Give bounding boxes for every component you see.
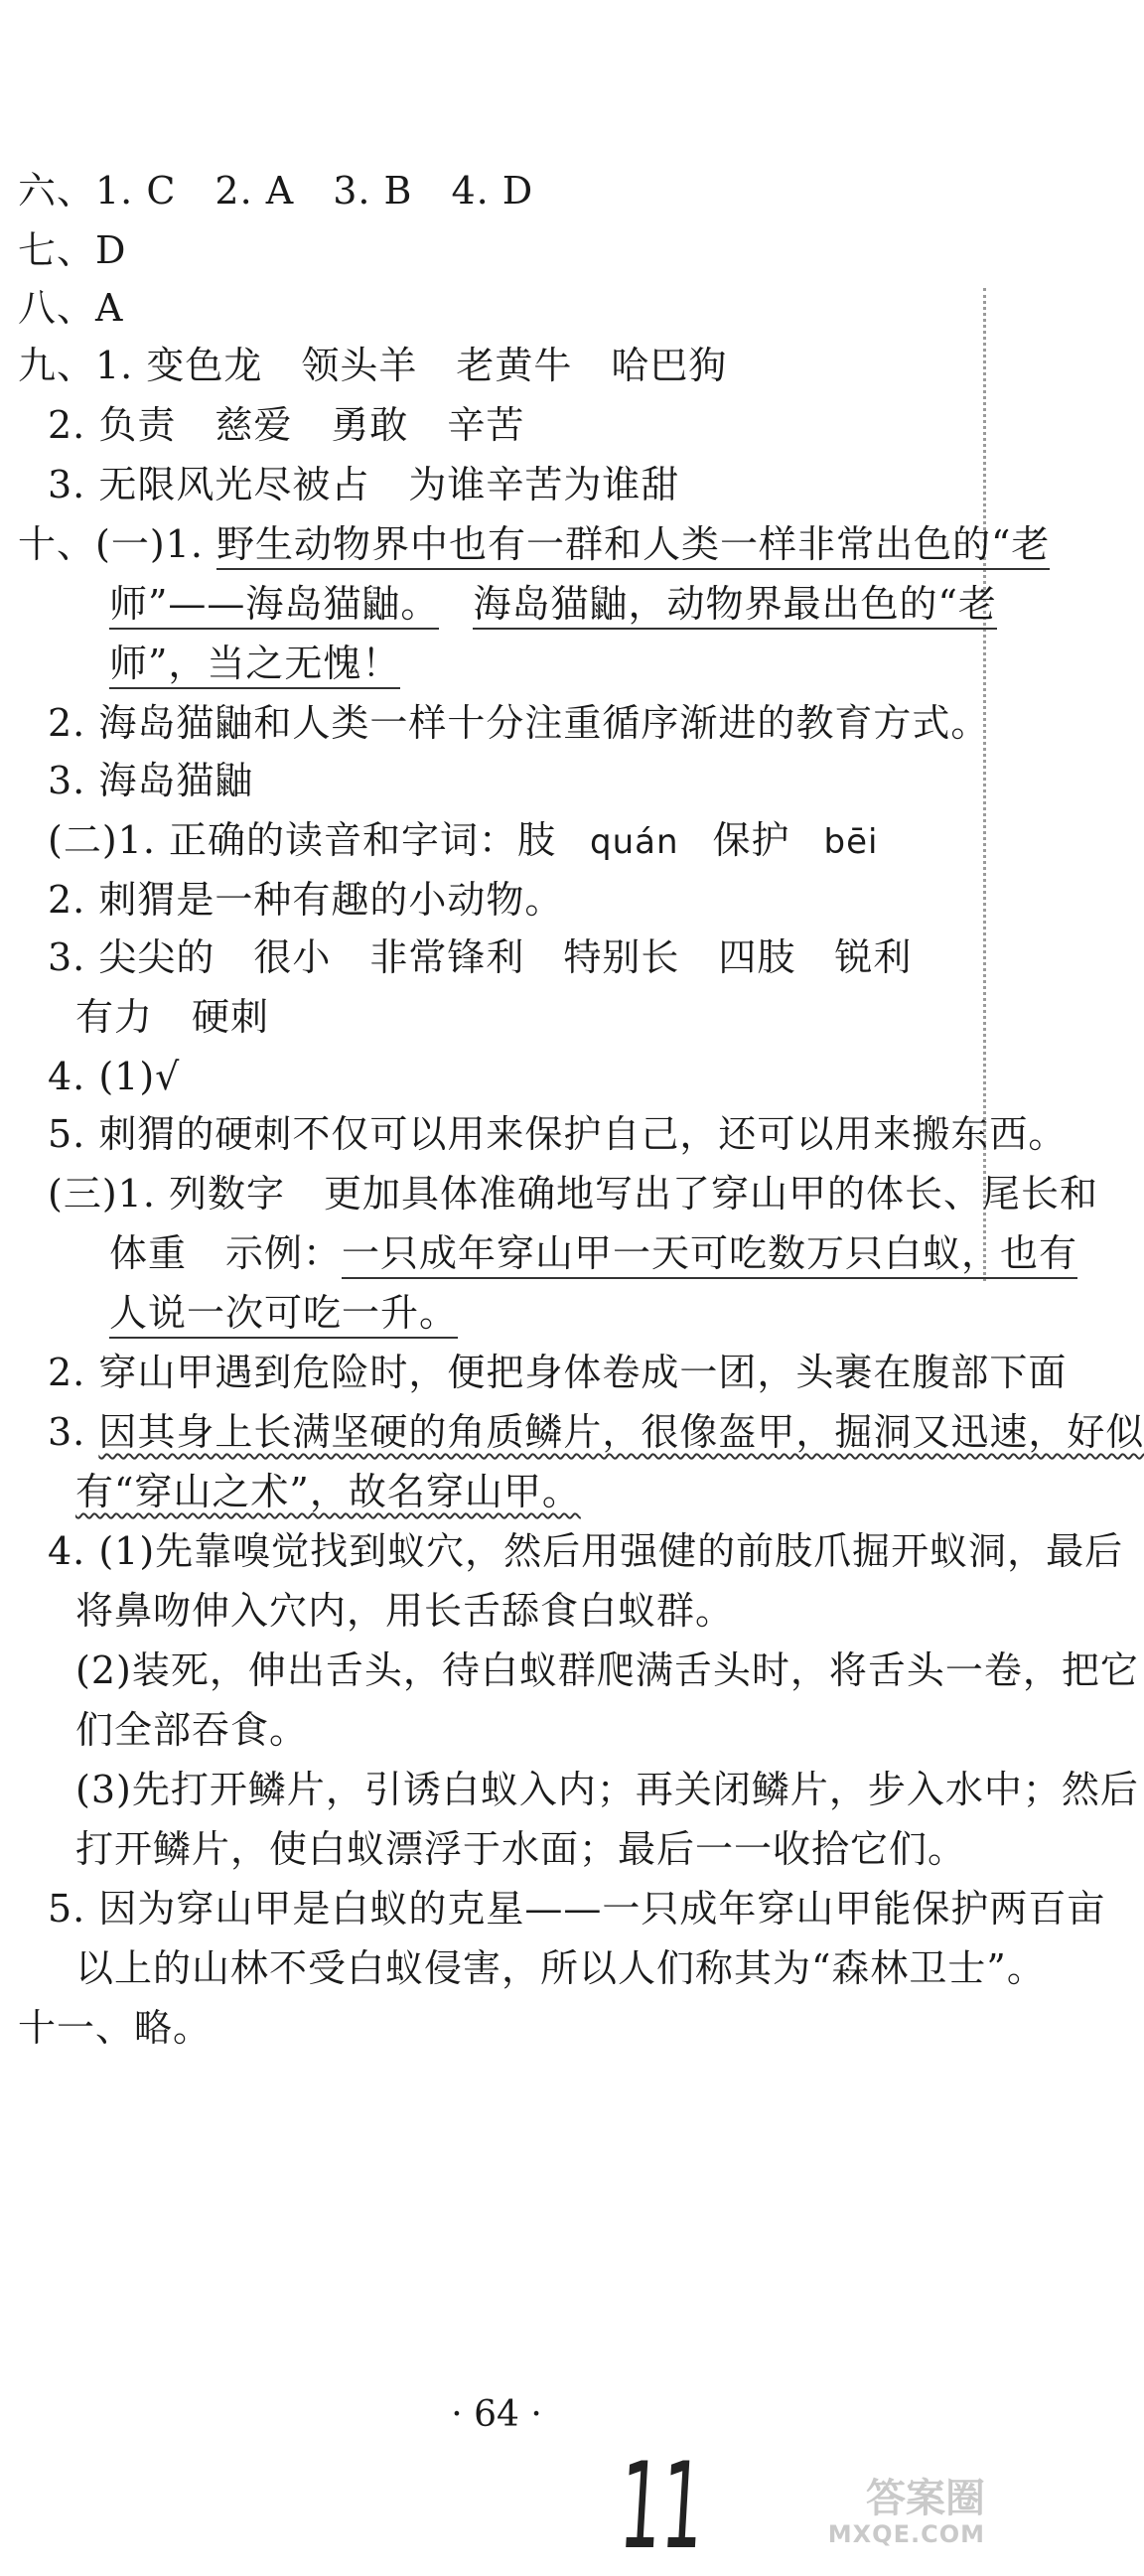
answer-section-10-part3-q1-line2: 体重 示例：一只成年穿山甲一天可吃数万只白蚁，也有 (109, 1229, 1077, 1277)
answer-section-9-q3: 3. 无限风光尽被占 为谁辛苦为谁甜 (48, 463, 680, 506)
answer-section-10-part1-q1-line1 (18, 520, 1050, 568)
underlined-answer: 一只成年穿山甲一天可吃数万只白蚁，也有 (342, 1231, 1077, 1279)
answer-section-10-part2-q1: (二)1. 正确的读音和字词：肢 quán 保护 bēi (48, 818, 879, 862)
answer-section-10-part3-q4-1: 4. (1)先靠嗅觉找到蚁穴，然后用强健的前肢爪掘开蚁洞，最后 (48, 1529, 1124, 1573)
answer-section-10-part3-q4-1-cont: 将鼻吻伸入穴内，用长舌舔食白蚁群。 (75, 1589, 735, 1633)
answer-section-10-part3-q4-3-cont: 打开鳞片，使白蚁漂浮于水面；最后一一收拾它们。 (75, 1827, 967, 1871)
answer-section-9-q2: 2. 负责 慈爱 勇敢 辛苦 (48, 403, 525, 447)
underlined-answer: 师”——海岛猫鼬。 (109, 582, 439, 630)
answer-section-10-part2-q3-cont: 有力 硬刺 (75, 995, 270, 1039)
pinyin-answer: bēi (823, 822, 879, 862)
underlined-answer: 海岛猫鼬，动物界最出色的“老 (473, 582, 996, 630)
answer-section-9-q1: 九、1. 变色龙 领头羊 老黄牛 哈巴狗 (18, 344, 728, 387)
underlined-answer: 人说一次可吃一升。 (109, 1291, 458, 1339)
answer-section-10-part2-q4: 4. (1)√ (48, 1055, 181, 1098)
answer-section-10-part1-q1-line3 (109, 640, 400, 687)
page-number: · 64 · (451, 2394, 542, 2435)
answer-section-10-part2-q2: 2. 刺猬是一种有趣的小动物。 (48, 878, 564, 922)
answer-section-10-part3-q5-cont: 以上的山林不受白蚁侵害，所以人们称其为“森林卫士”。 (75, 1946, 1046, 1990)
answer-section-11: 十一、略。 (18, 2006, 213, 2050)
answer-section-10-part3-q5: 5. 因为穿山甲是白蚁的克星——一只成年穿山甲能保护两百亩 (48, 1887, 1106, 1931)
answer-section-10-part3-q1-line3 (109, 1289, 458, 1337)
wavy-underlined-answer: 因其身上长满坚硬的角质鳞片，很像盔甲，掘洞又迅速，好似 (98, 1410, 1144, 1454)
answer-section-6: 六、1. C 2. A 3. B 4. D (18, 169, 534, 213)
watermark-title: 答案圈 (866, 2476, 985, 2521)
answer-section-10-part2-q3: 3. 尖尖的 很小 非常锋利 特别长 四肢 锐利 (48, 935, 913, 979)
wavy-underlined-answer: 有“穿山之术”，故名穿山甲。 (75, 1470, 581, 1513)
answer-section-10-part3-q4-3: (3)先打开鳞片，引诱白蚁入内；再关闭鳞片，步入水中；然后 (75, 1768, 1139, 1811)
answer-section-10-part1-q2: 2. 海岛猫鼬和人类一样十分注重循序渐进的教育方式。 (48, 701, 990, 745)
watermark-url: MXQE.COM (827, 2520, 985, 2548)
answer-section-10-part3-q2: 2. 穿山甲遇到危险时，便把身体卷成一团，头裹在腹部下面 (48, 1351, 1068, 1394)
underlined-answer: 野生动物界中也有一群和人类一样非常出色的“老 (216, 522, 1050, 570)
answer-section-10-part1-q1-line2 (109, 580, 997, 628)
answer-section-8: 八、A (18, 286, 124, 330)
answer-section-10-part3-q3-cont (75, 1468, 581, 1515)
answer-section-10-part1-q3: 3. 海岛猫鼬 (48, 759, 254, 802)
handwritten-mark: 11 (616, 2438, 708, 2576)
answer-section-10-part3-q3: 3. 因其身上长满坚硬的角质鳞片，很像盔甲，掘洞又迅速，好似 (48, 1410, 1144, 1454)
answer-section-7: 七、D (18, 228, 127, 272)
answer-section-10-part3-q4-2-cont: 们全部吞食。 (75, 1708, 309, 1752)
answer-section-10-part3-q4-2: (2)装死，伸出舌头，待白蚁群爬满舌头时，将舌头一卷，把它 (75, 1648, 1139, 1692)
answer-section-10-part2-q5: 5. 刺猬的硬刺不仅可以用来保护自己，还可以用来搬东西。 (48, 1112, 1068, 1156)
answer-section-10-part3-q1: (三)1. 列数字 更加具体准确地写出了穿山甲的体长、尾长和 (48, 1172, 1098, 1216)
underlined-answer: 师”，当之无愧！ (109, 642, 400, 689)
pinyin-answer: quán (590, 822, 679, 862)
watermark-logo (816, 2477, 985, 2552)
question-prefix: 十、(一)1. (18, 522, 216, 566)
